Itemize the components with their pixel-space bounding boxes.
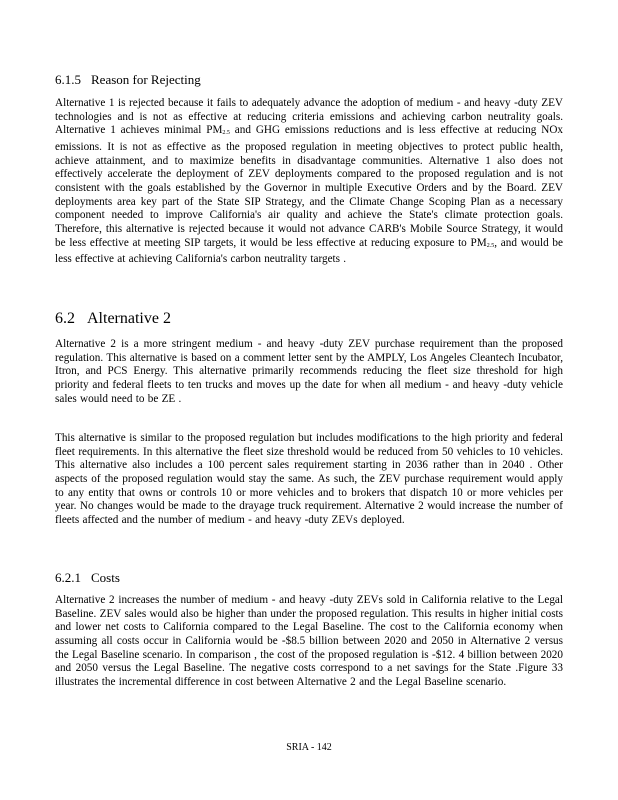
section-heading-6-1-5 [55,72,201,88]
alternative-2-description-paragraph: This alternative is similar to the proposed regulation but includes modifications to the high priority and federal fleet requirements. In this alternative the fleet size threshold would be reduced from 50 vehicles to 10 vehicles. This alternative also includes a 100 percent sales requirement starting in 2036 rather than in 2040 . Other aspects of the proposed regulation would stay the same. As such, the ZEV purchase requirement would apply to any entity that owns or controls 10 or more vehicles and to brokers that dispatch 10 or more vehicles per year. No changes would be made to the drayage truck requirement. Alternative 2 would increase the number of fleets affected and the number of medium - and heavy -duty ZEVs deployed. [55,432,563,526]
paragraph-text: and GHG emissions reductions and is less effective at reducing NOx emissions. It is not as effective as the proposed regulation in meeting objectives to protect public health, achieve attainment, and to maximize benefits in disadvantage communities. Alternative 1 also does not effectively accelerate the deployment of ZEV deployments compared to the proposed regulation and is not consistent with the goals established by the Governor in multiple Executive Orders and by the Board. ZEV deployments area key part of the State SIP Strategy, and the Climate Change Scoping Plan as a necessary component needed to improve California's air quality and achieve the State's climate protection goals. Therefore, this alternative is rejected because it would not advance CARB's Mobile Source Strategy, it would be less effective at meeting SIP targets, it would be less effective at reducing exposure to PM [55,124,563,249]
section-heading-6-2-1 [55,570,120,586]
paragraph-text: , and would be less effective at achieving California's carbon neutrality targets . [55,236,563,266]
section-number: 6.2 [55,310,75,327]
pm-subscript: 2.5 [486,242,495,249]
page-footer: SRIA - 142 [286,742,332,753]
pm-subscript: 2.5 [222,130,230,137]
section-heading-6-2 [55,309,171,329]
section-title: Costs [91,570,120,585]
section-title: Reason for Rejecting [91,72,201,87]
reason-for-rejecting-paragraph [55,97,563,267]
section-number: 6.1.5 [55,72,81,87]
section-title: Alternative 2 [87,310,171,327]
section-number: 6.2.1 [55,570,81,585]
paragraph-text: Alternative 1 is rejected because it fails to adequately advance the adoption of medium - and heavy -duty ZEV technologies and is not as effective at reducing criteria emissions and achieving carbon neutrality goals. Alternative 1 achieves minimal PM [55,97,563,137]
alternative-2-intro-paragraph: Alternative 2 is a more stringent medium - and heavy -duty ZEV purchase requirement than the proposed regulation. This alternative is based on a comment letter sent by the AMPLY, Los Angeles Cleantech Incubator, Itron, and PCS Energy. This alternative primarily recommends reducing the fleet size threshold for high priority and federal fleets to ten trucks and moves up the date for when all medium - and heavy -duty vehicle sales would need to be ZE . [55,338,563,405]
costs-paragraph: Alternative 2 increases the number of medium - and heavy -duty ZEVs sold in California relative to the Legal Baseline. ZEV sales would also be higher than under the proposed regulation. This results in higher initial costs and lower net costs to California compared to the Legal Baseline. The cost to the California economy when assuming all costs occur in California would be -$8.5 billion between 2020 and 2050 in Alternative 2 versus the Legal Baseline scenario. In comparison , the cost of the proposed regulation is -$12. 4 billion between 2020 and 2050 versus the Legal Baseline. The negative costs correspond to a net savings for the State .Figure 33 illustrates the incremental difference in cost between Alternative 2 and the Legal Baseline scenario. [55,594,564,688]
